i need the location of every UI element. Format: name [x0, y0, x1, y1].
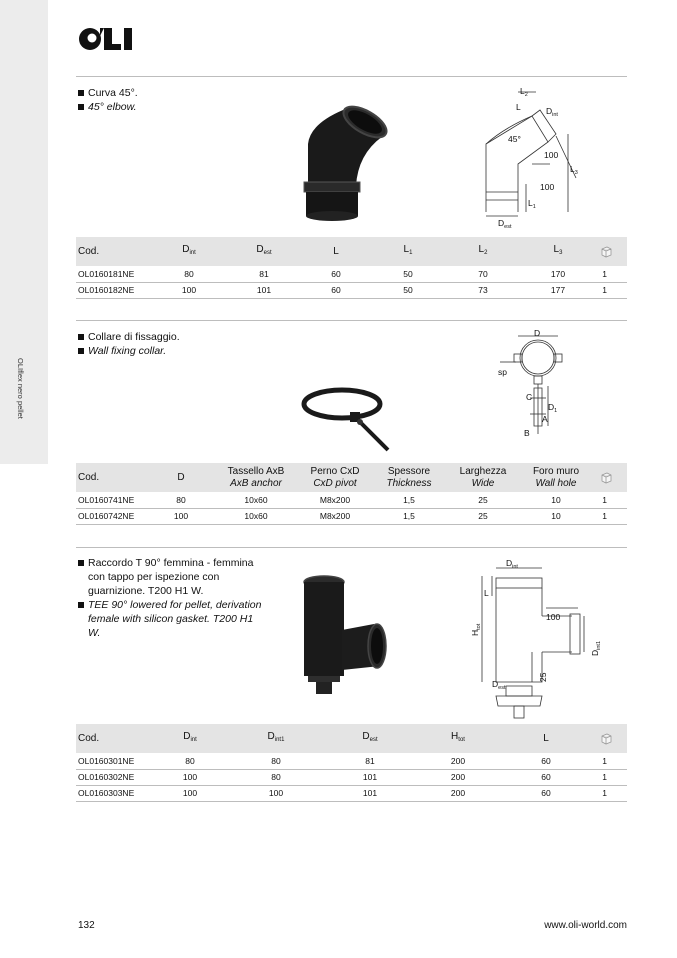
- cell: 25: [452, 508, 514, 524]
- dim-dint: $D_{int}$: [506, 558, 518, 570]
- cell: 10x60: [208, 492, 304, 508]
- cell-code: OL0160741NE: [76, 492, 154, 508]
- col-code: Cod.: [78, 471, 100, 483]
- dim-htot: $H_{tot}$: [470, 623, 482, 636]
- cell: M8x200: [304, 508, 366, 524]
- sidebar-label: OLIflex nero pellet: [16, 358, 25, 419]
- dim-100-upper: 100: [544, 150, 559, 160]
- col-l3: $L_3$: [553, 244, 563, 256]
- dim-l1: $L_1$: [528, 198, 536, 210]
- cell: 60: [502, 753, 590, 769]
- table-header-row: [76, 463, 627, 492]
- dim-dint: $D_{int}$: [546, 106, 558, 118]
- cell: 81: [326, 753, 414, 769]
- dim-a: A: [542, 414, 548, 424]
- table-row: [76, 266, 627, 282]
- col-anchor: Tassello AxB AxB anchor: [227, 465, 285, 489]
- cell: 80: [226, 753, 326, 769]
- collar-spec-table: [76, 463, 627, 525]
- cell: 60: [304, 266, 368, 282]
- cell-qty: 1: [598, 508, 627, 524]
- dim-sp: sp: [498, 367, 507, 377]
- col-d: D: [177, 471, 185, 483]
- cell: 200: [414, 753, 502, 769]
- cell: 80: [226, 769, 326, 785]
- cell: 80: [154, 492, 208, 508]
- cell-code: OL0160302NE: [76, 769, 154, 785]
- col-htot: $H_{tot}$: [451, 731, 465, 743]
- cell: 81: [224, 266, 304, 282]
- col-code: Cod.: [78, 732, 100, 744]
- cell: 70: [448, 266, 518, 282]
- col-pivot: Perno CxD CxD pivot: [310, 465, 360, 489]
- cell: 100: [226, 785, 326, 801]
- cell: 1,5: [366, 508, 452, 524]
- col-dint: $D_{int}$: [183, 731, 197, 743]
- dim-l3: $L_3$: [570, 164, 578, 176]
- cell: 177: [518, 282, 598, 298]
- box-icon: [600, 471, 613, 484]
- col-thickness: Spessore Thickness: [386, 465, 432, 489]
- cell: 73: [448, 282, 518, 298]
- bullet-it: Raccordo T 90° femmina - femmina con tappo per ispezione con guarnizione. T200 H1 W.: [78, 556, 268, 598]
- dim-l2: $L_2$: [520, 86, 528, 98]
- tee-spec-table: [76, 724, 627, 802]
- cell: 50: [368, 266, 448, 282]
- dim-l: L: [516, 102, 521, 112]
- cell: 80: [154, 266, 224, 282]
- cell: 200: [414, 769, 502, 785]
- section-divider: [76, 547, 627, 548]
- cell: 50: [368, 282, 448, 298]
- table-row: [76, 492, 627, 508]
- cell: 101: [326, 785, 414, 801]
- dim-100: 100: [546, 612, 561, 622]
- cell-qty: 1: [598, 282, 627, 298]
- cell: 60: [304, 282, 368, 298]
- cell-qty: 1: [598, 492, 627, 508]
- col-dest: $D_{est}$: [362, 731, 378, 743]
- bullet-en: Wall fixing collar.: [78, 344, 180, 358]
- table-row: [76, 508, 627, 524]
- dim-dest: $D_{est}$: [492, 679, 506, 691]
- cell: 200: [414, 785, 502, 801]
- table-row: [76, 282, 627, 298]
- bullet-en: TEE 90° lowered for pellet, derivation female with silicon gasket. T200 H1 W.: [78, 598, 268, 640]
- dim-d1: $D_1$: [548, 402, 558, 414]
- col-dint: $D_{int}$: [182, 244, 196, 256]
- tee-90-photo: [300, 574, 396, 704]
- cell-qty: 1: [590, 785, 627, 801]
- dim-c: C: [526, 392, 533, 402]
- cell: 60: [502, 785, 590, 801]
- cell-qty: 1: [598, 266, 627, 282]
- table-header-row: [76, 237, 627, 266]
- dim-angle: 45°: [508, 134, 521, 144]
- cell: 10x60: [208, 508, 304, 524]
- cell: 170: [518, 266, 598, 282]
- cell: 10: [514, 492, 598, 508]
- col-qty: [598, 463, 627, 492]
- col-l: L: [333, 245, 339, 257]
- bullet-en: 45° elbow.: [78, 100, 138, 114]
- col-dint1: $D_{int1}$: [267, 731, 285, 743]
- col-qty: [598, 237, 627, 266]
- col-qty: [590, 724, 627, 753]
- col-wide: Larghezza Wide: [459, 465, 507, 489]
- section-divider: [76, 76, 627, 77]
- cell: 100: [154, 508, 208, 524]
- col-code: Cod.: [78, 245, 100, 257]
- col-l2: $L_2$: [478, 244, 488, 256]
- cell: 25: [452, 492, 514, 508]
- table-row: [76, 753, 627, 769]
- dim-100-lower: 100: [540, 182, 555, 192]
- cell: 1,5: [366, 492, 452, 508]
- section-divider: [76, 320, 627, 321]
- cell: 60: [502, 769, 590, 785]
- cell-code: OL0160181NE: [76, 266, 154, 282]
- bullet-it: Collare di fissaggio.: [78, 330, 180, 344]
- cell-code: OL0160182NE: [76, 282, 154, 298]
- cell-code: OL0160301NE: [76, 753, 154, 769]
- cell: 101: [326, 769, 414, 785]
- tee-90-diagram: [466, 556, 602, 722]
- wall-collar-photo: [300, 382, 400, 460]
- cell-code: OL0160742NE: [76, 508, 154, 524]
- col-wall-hole: Foro muro Wall hole: [532, 465, 580, 489]
- wall-collar-diagram: [494, 326, 574, 444]
- bullet-it: Curva 45°.: [78, 86, 138, 100]
- product-1-description: [78, 86, 138, 114]
- box-icon: [600, 245, 613, 258]
- dim-b: B: [524, 428, 530, 438]
- website-link[interactable]: www.oli-world.com: [544, 920, 627, 931]
- dim-l: L: [484, 588, 489, 598]
- table-header-row: [76, 724, 627, 753]
- cell: 100: [154, 769, 226, 785]
- cell: 100: [154, 282, 224, 298]
- product-3-description: [78, 556, 268, 640]
- cell: 10: [514, 508, 598, 524]
- page-number: 132: [78, 920, 95, 931]
- dim-25: 25: [538, 672, 548, 682]
- table-row: [76, 769, 627, 785]
- cell: M8x200: [304, 492, 366, 508]
- cell-qty: 1: [590, 753, 627, 769]
- elbow-spec-table: [76, 237, 627, 299]
- col-dest: $D_{est}$: [256, 244, 272, 256]
- dim-d: D: [534, 328, 541, 338]
- cell-qty: 1: [590, 769, 627, 785]
- dim-dint1: $D_{int1}$: [590, 640, 602, 656]
- cell: 101: [224, 282, 304, 298]
- product-2-description: [78, 330, 180, 358]
- cell-code: OL0160303NE: [76, 785, 154, 801]
- table-row: [76, 785, 627, 801]
- dim-dest: $D_{est}$: [498, 218, 512, 230]
- elbow-45-photo: [298, 104, 396, 224]
- col-l1: $L_1$: [403, 244, 413, 256]
- cell: 80: [154, 753, 226, 769]
- oli-logo: [78, 24, 140, 54]
- elbow-45-diagram: [470, 84, 590, 234]
- box-icon: [600, 732, 613, 745]
- cell: 100: [154, 785, 226, 801]
- col-l: L: [543, 732, 549, 744]
